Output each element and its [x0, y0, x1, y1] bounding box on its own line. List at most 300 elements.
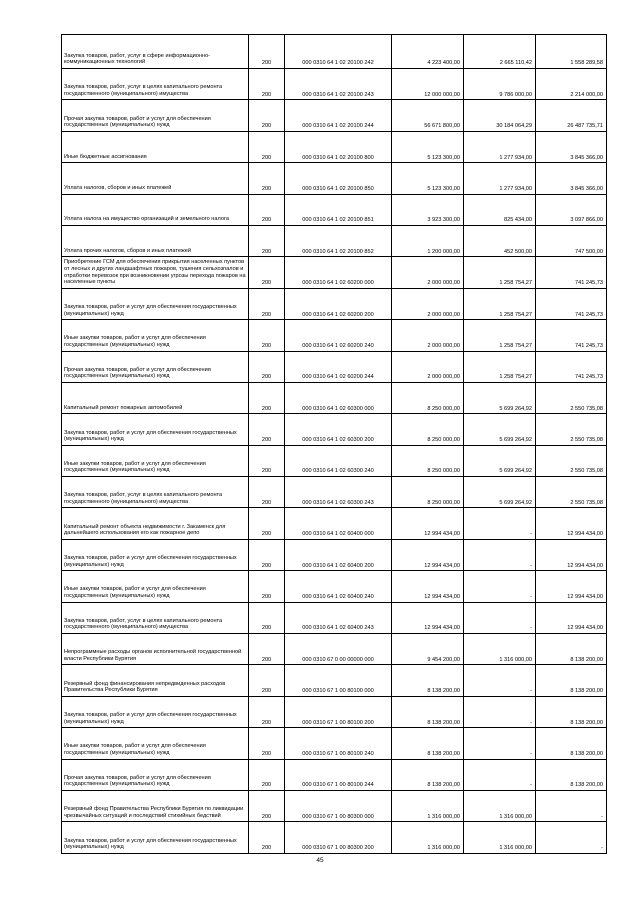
table-row [62, 822, 607, 853]
row-unexecuted-amount-cell [536, 414, 607, 445]
row-name-cell [62, 508, 249, 539]
row-name-text: Иные бюджетные ассигнования [64, 153, 147, 160]
row-budget-code-text: 000 0310 64 1 02 60200 200 [302, 311, 374, 318]
table-row [62, 351, 607, 382]
table-row [62, 131, 607, 162]
row-name-cell [62, 822, 249, 853]
row-budget-code-cell [285, 477, 392, 508]
row-executed-amount-text: - [530, 751, 532, 757]
row-executed-amount-cell [464, 194, 536, 225]
row-approved-amount-text: 12 000 000,00 [424, 91, 460, 98]
row-code-cell [249, 35, 285, 69]
row-approved-amount-text: 8 138 200,00 [427, 719, 460, 726]
row-unexecuted-amount-text: 3 845 366,00 [570, 185, 603, 192]
row-unexecuted-amount-text: 741 245,73 [575, 374, 603, 381]
row-name-cell [62, 602, 249, 633]
row-executed-amount-cell [464, 822, 536, 853]
row-unexecuted-amount-text: 8 138 200,00 [570, 688, 603, 695]
row-executed-amount-text: 1 258 754,27 [499, 374, 532, 381]
row-unexecuted-amount-cell [536, 665, 607, 696]
row-code-text: 200 [261, 656, 272, 663]
row-executed-amount-text: - [530, 531, 532, 538]
row-name-cell [62, 445, 249, 476]
row-budget-code-cell [285, 320, 392, 351]
row-executed-amount-text: 1 258 754,27 [499, 280, 532, 287]
row-approved-amount-text: 56 671 800,00 [424, 123, 460, 130]
table-row [62, 665, 607, 696]
row-name-cell [62, 634, 249, 665]
row-name-cell [62, 225, 249, 256]
row-approved-amount-text: 8 250 000,00 [427, 468, 460, 475]
row-unexecuted-amount-cell [536, 69, 607, 100]
row-approved-amount-text: 4 223 400,00 [427, 60, 460, 67]
row-unexecuted-amount-cell [536, 288, 607, 319]
row-approved-amount-cell [392, 790, 464, 821]
row-budget-code-cell [285, 634, 392, 665]
table-row [62, 696, 607, 727]
row-name-text: Непрограммные расходы органов исполнительной государственной власти Республики Бурятия [64, 649, 242, 662]
row-name-text: Закупка товаров, работ, услуг в целях капитального ремонта государственного (муниципального) имущества [64, 492, 223, 505]
row-code-text: 200 [261, 813, 272, 820]
row-unexecuted-amount-text: 8 138 200,00 [570, 782, 603, 789]
row-unexecuted-amount-cell [536, 822, 607, 853]
row-executed-amount-cell [464, 288, 536, 319]
row-unexecuted-amount-cell [536, 759, 607, 790]
table-row [62, 257, 607, 288]
row-executed-amount-text: 1 277 934,00 [499, 154, 532, 161]
row-executed-amount-cell [464, 602, 536, 633]
row-name-text: Иные закупки товаров, работ и услуг для обеспечения государственных (муниципальных) нужд [64, 743, 206, 756]
table-row [62, 320, 607, 351]
row-approved-amount-cell [392, 445, 464, 476]
row-budget-code-text: 000 0310 64 1 02 60200 240 [302, 342, 374, 349]
row-approved-amount-cell [392, 634, 464, 665]
row-unexecuted-amount-text: 8 138 200,00 [570, 719, 603, 726]
page-number: 45 [316, 857, 324, 864]
row-budget-code-text: 000 0310 67 1 00 80100 244 [302, 782, 374, 789]
row-name-cell [62, 696, 249, 727]
row-budget-code-cell [285, 35, 392, 69]
row-code-cell [249, 194, 285, 225]
row-unexecuted-amount-text: 8 138 200,00 [570, 751, 603, 757]
row-code-text: 200 [261, 154, 272, 161]
table-row [62, 288, 607, 319]
row-executed-amount-cell [464, 477, 536, 508]
row-budget-code-text: 000 0310 67 1 00 80100 240 [302, 751, 374, 757]
row-unexecuted-amount-text: 2 550 735,08 [570, 468, 603, 475]
row-code-cell [249, 634, 285, 665]
row-unexecuted-amount-text: 741 245,73 [575, 342, 603, 349]
row-code-cell [249, 69, 285, 100]
row-name-cell [62, 320, 249, 351]
row-code-cell [249, 790, 285, 821]
row-name-cell [62, 194, 249, 225]
table-row [62, 69, 607, 100]
row-executed-amount-cell [464, 759, 536, 790]
table-row [62, 602, 607, 633]
row-approved-amount-cell [392, 382, 464, 413]
row-code-text: 200 [261, 123, 272, 130]
row-name-cell [62, 790, 249, 821]
row-code-cell [249, 822, 285, 853]
row-code-cell [249, 539, 285, 570]
row-budget-code-cell [285, 508, 392, 539]
row-budget-code-text: 000 0310 67 1 00 80300 000 [302, 813, 374, 820]
row-approved-amount-cell [392, 35, 464, 69]
row-name-text: Закупка товаров, работ и услуг для обеспечения государственных (муниципальных) нужд [64, 303, 237, 317]
row-budget-code-text: 000 0310 67 1 00 80300 200 [302, 845, 374, 852]
row-budget-code-text: 000 0310 64 1 02 60200 244 [302, 374, 374, 381]
row-name-cell [62, 131, 249, 162]
table-row [62, 759, 607, 790]
row-budget-code-cell [285, 696, 392, 727]
row-budget-code-cell [285, 131, 392, 162]
row-approved-amount-cell [392, 508, 464, 539]
row-unexecuted-amount-cell [536, 351, 607, 382]
table-row [62, 508, 607, 539]
row-executed-amount-cell [464, 100, 536, 131]
row-unexecuted-amount-cell [536, 382, 607, 413]
row-unexecuted-amount-text: 12 994 434,00 [567, 562, 603, 569]
row-unexecuted-amount-text: 26 487 735,71 [567, 123, 603, 130]
row-code-cell [249, 257, 285, 288]
row-name-text: Иные закупки товаров, работ и услуг для обеспечения государственных (муниципальных) нужд [64, 586, 206, 600]
row-approved-amount-cell [392, 288, 464, 319]
row-budget-code-cell [285, 790, 392, 821]
table-row [62, 225, 607, 256]
row-executed-amount-cell [464, 634, 536, 665]
row-budget-code-cell [285, 351, 392, 382]
table-row [62, 163, 607, 194]
row-unexecuted-amount-text: 741 245,73 [575, 311, 603, 318]
row-name-text: Прочая закупка товаров, работ и услуг для обеспечения государственных (муниципальных) нужд [64, 115, 211, 129]
row-executed-amount-text: 1 316 000,00 [499, 813, 532, 820]
row-unexecuted-amount-text: 12 994 434,00 [567, 625, 603, 632]
row-budget-code-text: 000 0310 64 1 02 60200 000 [302, 280, 374, 287]
row-budget-code-cell [285, 163, 392, 194]
row-executed-amount-cell [464, 445, 536, 476]
row-budget-code-cell [285, 728, 392, 759]
row-code-cell [249, 225, 285, 256]
row-budget-code-cell [285, 539, 392, 570]
row-code-text: 200 [261, 531, 272, 538]
row-code-text: 200 [261, 751, 272, 757]
row-unexecuted-amount-cell [536, 634, 607, 665]
row-budget-code-cell [285, 602, 392, 633]
row-executed-amount-text: 5 699 264,92 [499, 499, 532, 506]
row-budget-code-cell [285, 759, 392, 790]
row-executed-amount-text: 452 500,00 [504, 248, 532, 255]
row-executed-amount-cell [464, 665, 536, 696]
row-budget-code-cell [285, 822, 392, 853]
row-unexecuted-amount-cell [536, 194, 607, 225]
row-code-cell [249, 351, 285, 382]
row-name-cell [62, 539, 249, 570]
row-executed-amount-cell [464, 351, 536, 382]
row-code-text: 200 [261, 342, 272, 349]
table-row [62, 790, 607, 821]
row-budget-code-cell [285, 100, 392, 131]
row-executed-amount-text: 1 316 000,00 [499, 656, 532, 663]
row-unexecuted-amount-text: 12 994 434,00 [567, 531, 603, 538]
row-approved-amount-cell [392, 728, 464, 759]
row-unexecuted-amount-cell [536, 225, 607, 256]
row-unexecuted-amount-cell [536, 320, 607, 351]
row-approved-amount-cell [392, 539, 464, 570]
table-row [62, 414, 607, 445]
row-name-cell [62, 69, 249, 100]
row-approved-amount-text: 1 200 000,00 [427, 248, 460, 255]
row-approved-amount-text: 8 138 200,00 [427, 782, 460, 789]
row-approved-amount-text: 3 923 300,00 [427, 217, 460, 224]
row-name-cell [62, 35, 249, 69]
row-executed-amount-text: - [530, 562, 532, 569]
row-executed-amount-text: 2 665 110,42 [499, 60, 532, 67]
row-executed-amount-cell [464, 163, 536, 194]
table-row [62, 445, 607, 476]
row-unexecuted-amount-cell [536, 571, 607, 602]
row-unexecuted-amount-cell [536, 539, 607, 570]
row-code-text: 200 [261, 374, 272, 381]
row-approved-amount-cell [392, 257, 464, 288]
row-budget-code-cell [285, 445, 392, 476]
budget-table [61, 34, 607, 854]
row-executed-amount-cell [464, 69, 536, 100]
row-executed-amount-text: 1 277 934,00 [499, 185, 532, 192]
row-name-cell [62, 351, 249, 382]
row-budget-code-text: 000 0310 64 1 02 60300 240 [302, 468, 374, 475]
row-budget-code-text: 000 0310 64 1 02 60400 243 [302, 625, 374, 632]
row-code-cell [249, 288, 285, 319]
row-executed-amount-cell [464, 225, 536, 256]
row-budget-code-cell [285, 414, 392, 445]
row-budget-code-text: 000 0310 64 1 02 20100 243 [302, 91, 374, 98]
row-code-text: 200 [261, 688, 272, 695]
row-name-cell [62, 163, 249, 194]
row-code-text: 200 [261, 248, 272, 255]
row-code-cell [249, 477, 285, 508]
row-unexecuted-amount-text: 2 550 735,08 [570, 405, 603, 412]
row-executed-amount-text: - [530, 782, 532, 789]
row-executed-amount-text: - [530, 688, 532, 695]
row-unexecuted-amount-text: 741 245,73 [575, 280, 603, 287]
row-code-cell [249, 728, 285, 759]
row-unexecuted-amount-text: 3 097 866,00 [570, 217, 603, 224]
row-name-cell [62, 728, 249, 759]
row-unexecuted-amount-cell [536, 602, 607, 633]
row-approved-amount-cell [392, 351, 464, 382]
table-body [62, 35, 607, 854]
row-unexecuted-amount-text: 3 845 366,00 [570, 154, 603, 161]
row-budget-code-cell [285, 571, 392, 602]
row-code-text: 200 [261, 437, 272, 444]
row-approved-amount-cell [392, 602, 464, 633]
row-name-cell [62, 414, 249, 445]
row-approved-amount-text: 1 316 000,00 [427, 845, 460, 852]
row-executed-amount-cell [464, 414, 536, 445]
table-row [62, 571, 607, 602]
row-code-text: 200 [261, 782, 272, 789]
row-code-text: 200 [261, 60, 272, 67]
row-executed-amount-cell [464, 539, 536, 570]
table-row [62, 634, 607, 665]
row-code-text: 200 [261, 562, 272, 569]
row-name-text: Закупка товаров, работ и услуг для обеспечения государственных (муниципальных) нужд [64, 555, 237, 568]
row-unexecuted-amount-cell [536, 696, 607, 727]
row-executed-amount-text: 1 258 754,27 [499, 342, 532, 349]
row-budget-code-cell [285, 69, 392, 100]
row-name-text: Приобретение ГСМ для обеспечения прикрытия населенных пунктов от лесных и других ландшафтных пожаров, тушения сельхозпалов и отработки перевозок при возникновении угрозы перехода пожаров на населенные пункты [64, 259, 246, 286]
row-executed-amount-text: - [530, 719, 532, 726]
row-approved-amount-cell [392, 131, 464, 162]
row-executed-amount-text: - [530, 594, 532, 601]
row-approved-amount-cell [392, 320, 464, 351]
row-approved-amount-text: 8 250 000,00 [427, 405, 460, 412]
row-code-cell [249, 508, 285, 539]
row-unexecuted-amount-cell [536, 257, 607, 288]
row-code-cell [249, 696, 285, 727]
row-budget-code-text: 000 0310 67 1 00 80100 000 [302, 688, 374, 695]
row-code-cell [249, 414, 285, 445]
row-code-text: 200 [261, 405, 272, 412]
row-unexecuted-amount-cell [536, 790, 607, 821]
row-code-text: 200 [261, 217, 272, 224]
row-name-text: Прочая закупка товаров, работ и услуг для обеспечения государственных (муниципальных) нужд [64, 366, 211, 380]
row-budget-code-text: 000 0310 64 1 02 60400 200 [302, 562, 374, 569]
row-unexecuted-amount-text: 8 138 200,00 [570, 656, 603, 663]
row-unexecuted-amount-text: 2 550 735,08 [570, 437, 603, 444]
row-budget-code-text: 000 0310 64 1 02 20100 852 [302, 248, 374, 255]
row-unexecuted-amount-text: - [601, 813, 603, 820]
row-name-text: Закупка товаров, работ, услуг в сфере информационно-коммуникационных технологий [64, 52, 211, 66]
row-executed-amount-cell [464, 257, 536, 288]
row-executed-amount-text: 5 699 264,92 [499, 468, 532, 475]
row-name-cell [62, 100, 249, 131]
row-unexecuted-amount-cell [536, 100, 607, 131]
row-budget-code-text: 000 0310 64 1 02 60400 240 [302, 594, 374, 601]
row-approved-amount-text: 12 994 434,00 [424, 594, 460, 601]
row-executed-amount-cell [464, 35, 536, 69]
row-approved-amount-text: 5 123 300,00 [427, 185, 460, 192]
row-name-cell [62, 759, 249, 790]
row-code-text: 200 [261, 91, 272, 98]
row-budget-code-cell [285, 665, 392, 696]
row-executed-amount-text: 1 258 754,27 [499, 311, 532, 318]
row-code-text: 200 [261, 719, 272, 726]
row-code-text: 200 [261, 468, 272, 475]
row-name-cell [62, 571, 249, 602]
row-code-text: 200 [261, 625, 272, 632]
row-approved-amount-text: 12 994 434,00 [424, 625, 460, 632]
row-budget-code-text: 000 0310 64 1 02 20100 851 [302, 217, 374, 224]
row-unexecuted-amount-text: 747 500,00 [575, 248, 603, 255]
row-unexecuted-amount-text: - [601, 845, 603, 852]
table-row [62, 100, 607, 131]
row-approved-amount-cell [392, 665, 464, 696]
row-approved-amount-text: 1 316 000,00 [427, 813, 460, 820]
row-budget-code-text: 000 0310 64 1 02 60300 200 [302, 437, 374, 444]
row-unexecuted-amount-text: 1 558 289,58 [570, 60, 603, 67]
row-approved-amount-cell [392, 414, 464, 445]
row-unexecuted-amount-cell [536, 477, 607, 508]
row-name-cell [62, 288, 249, 319]
row-budget-code-text: 000 0310 64 1 02 60400 000 [302, 531, 374, 538]
row-code-cell [249, 131, 285, 162]
row-name-text: Резервный фонд финансирования непредвиденных расходов Правительства Республики Бурятия [64, 680, 226, 694]
row-approved-amount-cell [392, 696, 464, 727]
row-code-cell [249, 759, 285, 790]
row-approved-amount-text: 2 000 000,00 [427, 342, 460, 349]
row-approved-amount-cell [392, 225, 464, 256]
row-approved-amount-cell [392, 69, 464, 100]
row-approved-amount-text: 12 994 434,00 [424, 531, 460, 538]
row-code-text: 200 [261, 499, 272, 506]
row-budget-code-text: 000 0310 64 1 02 20100 244 [302, 123, 374, 130]
row-name-text: Закупка товаров, работ, услуг в целях капитального ремонта государственного (муниципального) имущества [64, 84, 223, 97]
row-approved-amount-text: 8 138 200,00 [427, 751, 460, 757]
row-code-text: 200 [261, 845, 272, 852]
row-code-text: 200 [261, 311, 272, 318]
row-executed-amount-text: 1 316 000,00 [499, 845, 532, 852]
row-budget-code-text: 000 0310 67 0 00 00000 000 [302, 656, 374, 663]
row-code-cell [249, 665, 285, 696]
row-unexecuted-amount-cell [536, 35, 607, 69]
row-name-cell [62, 382, 249, 413]
row-name-text: Уплата налога на имущество организаций и земельного налога [64, 216, 229, 223]
row-name-cell [62, 257, 249, 288]
row-budget-code-cell [285, 225, 392, 256]
row-approved-amount-cell [392, 477, 464, 508]
row-name-text: Уплата налогов, сборов и иных платежей [64, 184, 172, 191]
row-unexecuted-amount-cell [536, 445, 607, 476]
row-approved-amount-cell [392, 822, 464, 853]
row-approved-amount-text: 8 250 000,00 [427, 437, 460, 444]
row-name-text: Резервный фонд Правительства Республики Бурятия по ликвидации чрезвычайных ситуаций и последствий стихийных бедствий [64, 806, 244, 819]
row-name-cell [62, 477, 249, 508]
row-name-text: Закупка товаров, работ и услуг для обеспечения государственных (муниципальных) нужд [64, 712, 237, 725]
row-executed-amount-cell [464, 696, 536, 727]
row-executed-amount-cell [464, 790, 536, 821]
row-approved-amount-cell [392, 163, 464, 194]
row-approved-amount-cell [392, 100, 464, 131]
table-row [62, 35, 607, 69]
row-approved-amount-text: 8 138 200,00 [427, 688, 460, 695]
row-executed-amount-text: 30 184 064,29 [496, 123, 532, 130]
row-budget-code-text: 000 0310 64 1 02 20100 850 [302, 185, 374, 192]
table-row [62, 728, 607, 759]
row-executed-amount-text: 825 434,00 [504, 217, 532, 224]
row-name-text: Капитальный ремонт пожарных автомобилей [64, 404, 183, 411]
table-row [62, 477, 607, 508]
row-executed-amount-cell [464, 382, 536, 413]
row-budget-code-text: 000 0310 64 1 02 20100 800 [302, 154, 374, 161]
row-unexecuted-amount-cell [536, 508, 607, 539]
row-name-text: Прочая закупка товаров, работ и услуг для обеспечения государственных (муниципальных) нужд [64, 774, 211, 788]
row-unexecuted-amount-cell [536, 728, 607, 759]
row-code-cell [249, 571, 285, 602]
row-budget-code-text: 000 0310 64 1 02 60300 000 [302, 405, 374, 412]
row-executed-amount-cell [464, 508, 536, 539]
row-code-cell [249, 445, 285, 476]
row-name-cell [62, 665, 249, 696]
row-executed-amount-text: - [530, 625, 532, 632]
row-executed-amount-cell [464, 728, 536, 759]
row-code-cell [249, 100, 285, 131]
row-budget-code-cell [285, 382, 392, 413]
row-executed-amount-text: 5 699 264,92 [499, 437, 532, 444]
row-code-cell [249, 382, 285, 413]
row-name-text: Закупка товаров, работ и услуг для обеспечения государственных (муниципальных) нужд [64, 429, 237, 443]
